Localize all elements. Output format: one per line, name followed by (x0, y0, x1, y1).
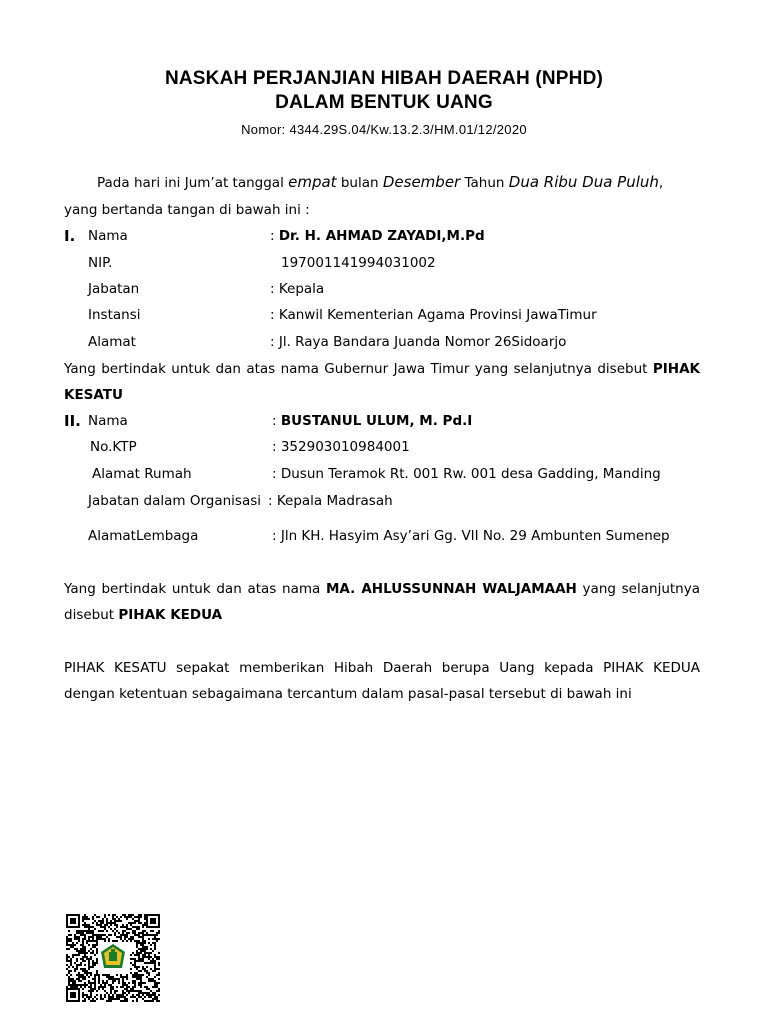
agreement-line1: PIHAK KESATU sepakat memberikan Hibah Daerah berupa Uang kepada PIHAK KEDUA (64, 660, 700, 676)
qr-code (64, 912, 162, 1004)
party1-name-value: : Dr. H. AHMAD ZAYADI,M.Pd (270, 228, 485, 244)
party1-instansi-value: : Kanwil Kementerian Agama Provinsi JawaTimur (270, 307, 597, 323)
party2-ktp-label: No.KTP (90, 439, 137, 455)
party1-alamat-value: : Jl. Raya Bandara Juanda Nomor 26Sidoarjo (270, 334, 567, 350)
party1-closing: Yang bertindak untuk dan atas nama Gubernur Jawa Timur yang selanjutnya disebut PIHAK (64, 361, 700, 377)
party2-ktp-value: : 352903010984001 (272, 439, 410, 455)
document-title-line2: DALAM BENTUK UANG (275, 92, 493, 113)
date-year: Dua Ribu Dua Puluh (508, 173, 659, 191)
party1-nip-value: 197001141994031002 (281, 255, 436, 271)
date-day: empat (288, 173, 337, 191)
finder-top-right-icon (146, 914, 160, 928)
party2-name-value: : BUSTANUL ULUM, M. Pd.I (272, 413, 473, 429)
party1-nip-label: NIP. (88, 255, 113, 271)
document-number: Nomor: 4344.29S.04/Kw.13.2.3/HM.01/12/2020 (241, 122, 527, 137)
party2-closing: Yang bertindak untuk dan atas nama MA. AHLUSSUNNAH WALJAMAAH yang selanjutnya (64, 581, 700, 597)
party2-jabatan-value: : Kepala Madrasah (268, 493, 393, 509)
agreement-line2: dengan ketentuan sebagaimana tercantum dalam pasal-pasal tersebut di bawah ini (64, 686, 632, 702)
document-title-line1: NASKAH PERJANJIAN HIBAH DAERAH (NPHD) (164, 68, 604, 89)
party2-alamat-lembaga-value: : Jln KH. Hasyim Asy’ari Gg. VII No. 29 Ambunten Sumenep (272, 528, 670, 544)
party2-alamat-rumah-value: : Dusun Teramok Rt. 001 Rw. 001 desa Gadding, Manding (272, 466, 661, 482)
party2-jabatan-label: Jabatan dalam Organisasi (88, 493, 261, 509)
party1-designation: KESATU (64, 387, 123, 403)
opening-line: Pada hari ini Jum’at tanggal empat bulan Desember Tahun Dua Ribu Dua Puluh, (97, 173, 664, 191)
finder-top-left-icon (66, 914, 80, 928)
party2-name-label: Nama (88, 413, 128, 429)
party1-jabatan-value: : Kepala (270, 281, 325, 297)
party1-numeral: I. (64, 227, 76, 245)
party2-designation: disebut PIHAK KEDUA (64, 607, 223, 623)
opening-line2: yang bertanda tangan di bawah ini : (64, 202, 310, 218)
party1-jabatan-label: Jabatan (88, 281, 140, 297)
party1-instansi-label: Instansi (88, 307, 141, 323)
party2-alamat-rumah-label: Alamat Rumah (92, 466, 192, 482)
party1-alamat-label: Alamat (88, 334, 136, 350)
party1-name-label: Nama (88, 228, 128, 244)
date-month: Desember (382, 173, 461, 191)
party2-alamat-lembaga-label: AlamatLembaga (88, 528, 199, 544)
party2-numeral: II. (64, 412, 81, 430)
kemenag-emblem-icon (98, 942, 128, 972)
finder-bottom-left-icon (66, 988, 80, 1002)
